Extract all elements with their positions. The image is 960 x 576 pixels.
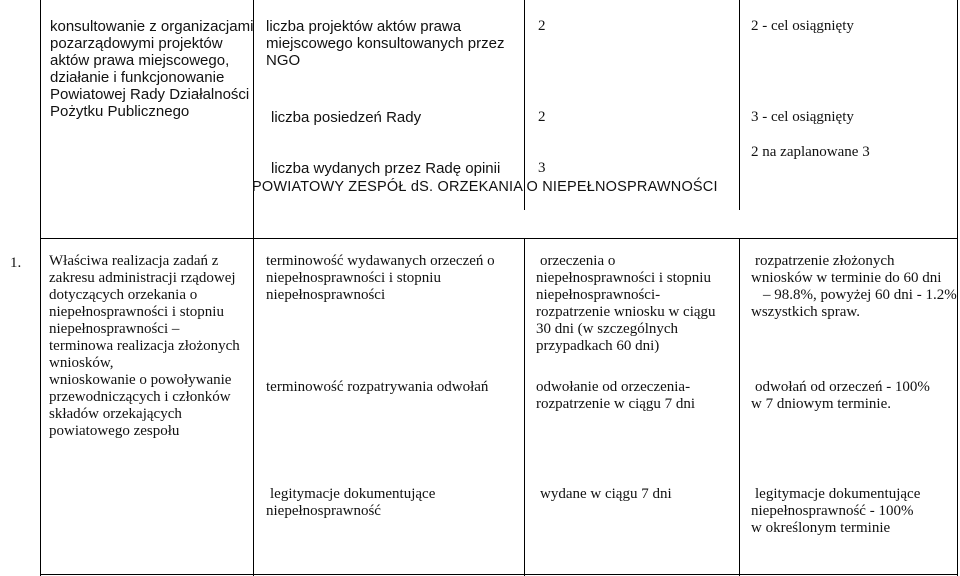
value-line: niepełnosprawności- [536, 287, 661, 303]
indicator-value: wydane w ciągu 7 dni [540, 486, 672, 502]
result-line: legitymacje dokumentujące [755, 486, 921, 502]
indicator-result: 3 - cel osiągnięty [751, 109, 854, 125]
result-line: – 98.8%, powyżej 60 dni - 1.2% [763, 287, 957, 303]
value-line: odwołanie od orzeczenia- [536, 379, 691, 395]
value-line: 30 dni (w szczególnych [536, 321, 679, 337]
indicator-value: 3 [538, 160, 546, 176]
indicator-line: liczba projektów aktów prawa [266, 18, 462, 35]
result-line: w określonym terminie [751, 520, 891, 536]
task-line: niepełnosprawności i stopniu [49, 304, 224, 320]
section-title: POWIATOWY ZESPÓŁ dS. ORZEKANIA O NIEPEŁNOSPRAWNOŚCI [252, 179, 718, 195]
indicator-result [751, 253, 957, 321]
task-line: konsultowanie z organizacjami [50, 18, 254, 35]
task-line: terminowa realizacja złożonych [49, 338, 240, 354]
value-line: rozpatrzenie w ciągu 7 dni [536, 396, 696, 412]
task-line: powiatowego zespołu [49, 423, 180, 439]
result-line: w 7 dniowym terminie. [751, 396, 891, 412]
table-border-col3b [524, 239, 525, 576]
task-line: zakresu administracji rządowej [49, 270, 236, 286]
task-line: wnioskowanie o powoływanie [49, 372, 232, 388]
value-line: orzeczenia o [540, 253, 616, 269]
row-divider [40, 238, 958, 239]
indicator-result: 2 - cel osiągnięty [751, 18, 854, 34]
indicator-line: legitymacje dokumentujące [270, 486, 436, 502]
indicator-name [266, 18, 504, 69]
task-line: Pożytku Publicznego [50, 103, 190, 120]
indicator-name: liczba wydanych przez Radę opinii [271, 160, 501, 177]
task-line: niepełnosprawności – [49, 321, 180, 337]
indicator-value: 2 [538, 18, 546, 34]
indicator-value [536, 253, 716, 355]
task-cell-orzekanie [49, 253, 240, 440]
indicator-line: terminowość wydawanych orzeczeń o [266, 253, 495, 269]
task-line: aktów prawa miejscowego, [50, 52, 230, 69]
indicator-result [751, 379, 930, 413]
task-line: Powiatowej Rady Działalności [50, 86, 250, 103]
indicator-name [266, 486, 435, 520]
result-line: niepełnosprawność - 100% [751, 503, 914, 519]
table-border-bottom [40, 574, 958, 575]
task-line: Właściwa realizacja zadań z [49, 253, 219, 269]
indicator-line: NGO [266, 52, 301, 69]
indicator-name: terminowość rozpatrywania odwołań [266, 379, 489, 395]
task-line: działanie i funkcjonowanie [50, 69, 225, 86]
row-number: 1. [10, 255, 22, 271]
indicator-result: 2 na zaplanowane 3 [751, 144, 870, 160]
table-border-left [40, 0, 41, 576]
indicator-value: 2 [538, 109, 546, 125]
result-line: rozpatrzenie złożonych [755, 253, 895, 269]
table-border-col4 [739, 0, 740, 210]
indicator-line: niepełnosprawność [266, 503, 381, 519]
result-line: wniosków w terminie do 60 dni [751, 270, 942, 286]
result-line: odwołań od orzeczeń - 100% [755, 379, 930, 395]
table-border-col4b [739, 239, 740, 576]
task-line: przewodniczących i członków [49, 389, 231, 405]
table-border-right [957, 0, 958, 576]
value-line: niepełnosprawności i stopniu [536, 270, 711, 286]
task-line: pozarządowymi projektów [50, 35, 223, 52]
indicator-line: miejscowego konsultowanych przez [266, 35, 505, 52]
task-line: wniosków, [49, 355, 114, 371]
result-line: wszystkich spraw. [751, 304, 861, 320]
value-line: rozpatrzenie wniosku w ciągu [536, 304, 716, 320]
task-line: dotyczących orzekania o [49, 287, 198, 303]
indicator-line: niepełnosprawności i stopniu [266, 270, 441, 286]
indicator-value [536, 379, 695, 413]
task-line: składów orzekających [49, 406, 182, 422]
value-line: przypadkach 60 dni) [536, 338, 660, 354]
indicator-name: liczba posiedzeń Rady [271, 109, 422, 126]
task-cell-ngo [50, 18, 253, 120]
indicator-name [266, 253, 495, 304]
indicator-result [751, 486, 920, 537]
indicator-line: niepełnosprawności [266, 287, 386, 303]
